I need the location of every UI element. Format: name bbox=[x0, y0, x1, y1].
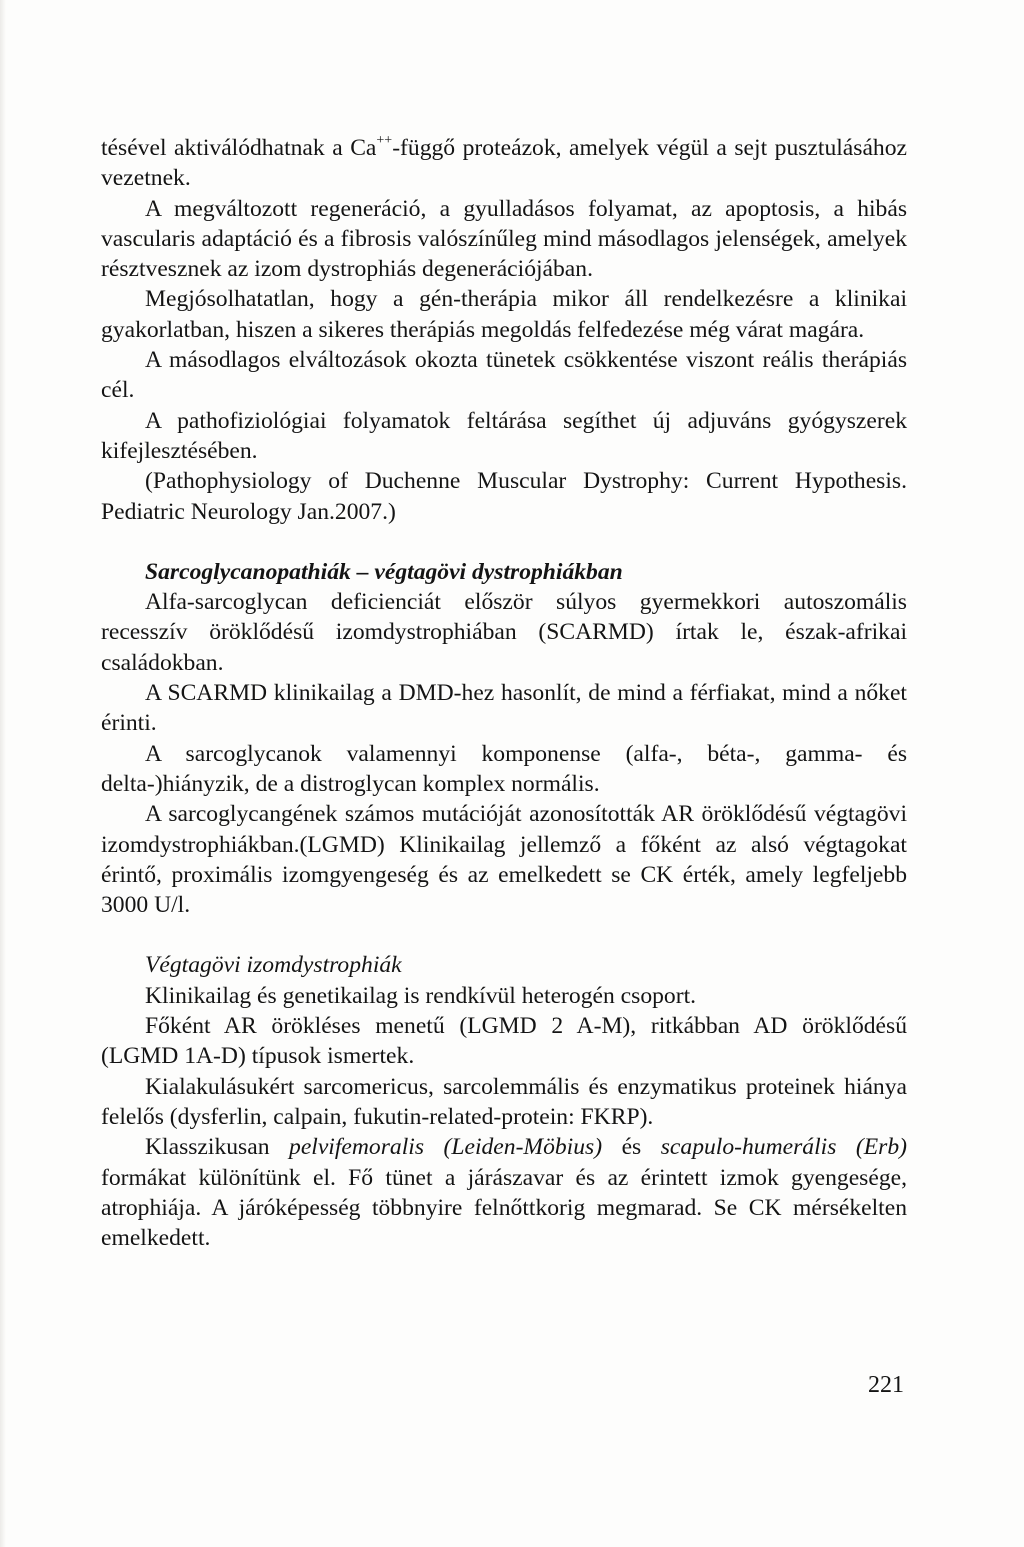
paragraph: Klinikailag és genetikailag is rendkívül heterogén csoport. bbox=[145, 982, 697, 1009]
page-edge-shadow bbox=[0, 0, 6, 1547]
section-heading-limb-girdle: Végtagövi izomdystrophiák bbox=[145, 952, 402, 979]
paragraph: A SCARMD klinikailag a DMD-hez hasonlít, de mind a férfiakat, mind a nőket érinti. bbox=[101, 680, 907, 737]
term-scapulohumeral: scapulo-humerális (Erb) bbox=[660, 1134, 907, 1161]
citation-paragraph: (Pathophysiology of Duchenne Muscular Dystrophy: Current Hypothesis. Pediatric Neurology Jan.2007.) bbox=[101, 468, 907, 525]
page-body bbox=[101, 133, 907, 1253]
calcium-charge-superscript: ++ bbox=[376, 133, 393, 149]
page-number: 221 bbox=[868, 1372, 904, 1398]
paragraph: Klasszikusan pelvifemoralis (Leiden-Möbius) és scapulo-humerális (Erb) formákat különítünk el. Fő tünet a járászavar és az érintett izmok gyengesége, atrophiája. A járóképesség többnyire felnőttkorig megmarad. Se CK mérsékelten emelkedett. bbox=[101, 1134, 907, 1252]
paragraph: A másodlagos elváltozások okozta tünetek csökkentése viszont reális therápiás cél. bbox=[101, 347, 907, 404]
paragraph: A sarcoglycangének számos mutációját azonosították AR öröklődésű végtagövi izomdystrophiákban.(LGMD) Klinikailag jellemző a főként az alsó végtagokat érintő, proximális izomgyengeség és az emelkedett se CK érték, amely legfeljebb 3000 U/l. bbox=[101, 801, 907, 919]
section-gap bbox=[101, 920, 907, 950]
paragraph-continuation: tésével aktiválódhatnak a Ca++-függő proteázok, amelyek végül a sejt pusztulásához vezetnek. bbox=[101, 133, 907, 192]
section-heading-sarcoglycanopathies: Sarcoglycanopathiák – végtagövi dystrophiákban bbox=[145, 558, 623, 585]
paragraph: Főként AR örökléses menetű (LGMD 2 A-M), ritkábban AD öröklődésű (LGMD 1A-D) típusok ismertek. bbox=[101, 1013, 907, 1070]
paragraph: A sarcoglycanok valamennyi komponense (alfa-, béta-, gamma- és delta-)hiányzik, de a distroglycan komplex normális. bbox=[101, 740, 907, 797]
paragraph: A megváltozott regeneráció, a gyulladásos folyamat, az apoptosis, a hibás vascularis adaptáció és a fibrosis valószínűleg mind másodlagos jelenségek, amelyek résztvesznek az izom dystrophiás degenerációjában. bbox=[101, 195, 907, 283]
paragraph: Alfa-sarcoglycan deficienciát először súlyos gyermekkori autoszomális recesszív öröklődésű izomdystrophiában (SCARMD) írtak le, észak-afrikai családokban. bbox=[101, 589, 907, 676]
paragraph: Kialakulásukért sarcomericus, sarcolemmális és enzymatikus proteinek hiánya felelős (dysferlin, calpain, fukutin-related-protein: FKRP). bbox=[101, 1073, 907, 1130]
paragraph: A pathofiziológiai folyamatok feltárása segíthet új adjuváns gyógyszerek kifejlesztésében. bbox=[101, 407, 907, 464]
term-pelvifemoral: pelvifemoralis (Leiden-Möbius) bbox=[289, 1134, 603, 1161]
paragraph: Megjósolhatatlan, hogy a gén-therápia mikor áll rendelkezésre a klinikai gyakorlatban, hiszen a sikeres therápiás megoldás felfedezése még várat magára. bbox=[101, 286, 907, 343]
section-gap bbox=[101, 527, 907, 557]
